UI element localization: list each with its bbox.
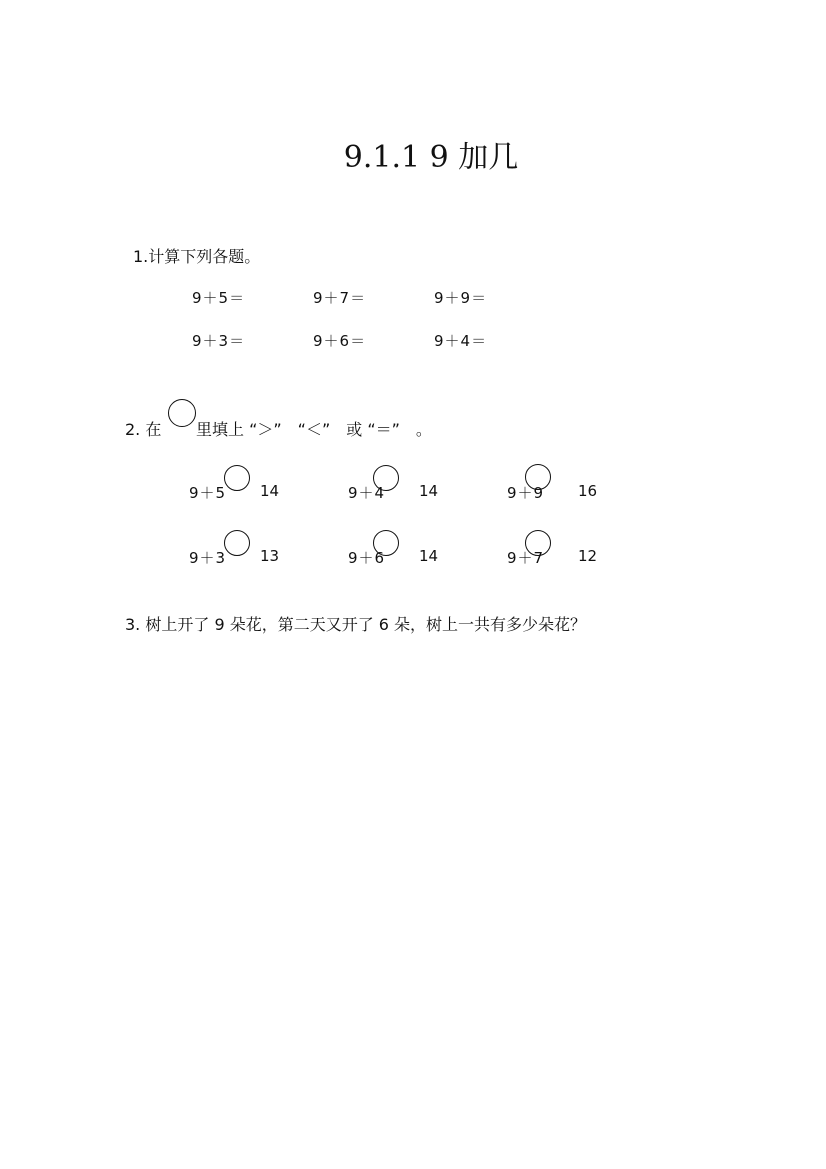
q2-expression: 9＋3 — [189, 549, 227, 567]
page-title: 9.1.1 9 加几 — [343, 140, 519, 175]
question-1-prompt: 1.计算下列各题。 — [133, 247, 261, 266]
q1-equation: 9＋4＝ — [434, 332, 488, 350]
answer-circle[interactable] — [373, 465, 399, 491]
q2-number: 16 — [578, 482, 598, 500]
q1-equation: 9＋9＝ — [434, 289, 488, 307]
q2-number: 14 — [419, 482, 439, 500]
q1-equation: 9＋6＝ — [313, 332, 367, 350]
q2-number: 14 — [260, 482, 280, 500]
q1-equation: 9＋7＝ — [313, 289, 367, 307]
question-3-text: 3. 树上开了 9 朵花，第二天又开了 6 朵，树上一共有多少朵花？ — [125, 615, 587, 634]
answer-circle[interactable] — [525, 530, 551, 556]
answer-circle[interactable] — [224, 530, 250, 556]
q2-number: 13 — [260, 547, 280, 565]
q2-expression: 9＋4 — [348, 484, 386, 502]
answer-circle[interactable] — [224, 465, 250, 491]
q2-expression: 9＋6 — [348, 549, 386, 567]
q1-equation: 9＋3＝ — [192, 332, 246, 350]
example-circle-icon — [168, 399, 196, 427]
answer-circle[interactable] — [373, 530, 399, 556]
q2-number: 14 — [419, 547, 439, 565]
answer-circle[interactable] — [525, 464, 551, 490]
q2-expression: 9＋7 — [507, 549, 545, 567]
q2-expression: 9＋9 — [507, 484, 545, 502]
q1-equation: 9＋5＝ — [192, 289, 246, 307]
question-2-suffix: 里填上 “＞” “＜” 或 “＝” 。 — [196, 420, 432, 439]
question-2-prefix: 2. 在 — [125, 420, 162, 439]
q2-number: 12 — [578, 547, 598, 565]
q2-expression: 9＋5 — [189, 484, 227, 502]
